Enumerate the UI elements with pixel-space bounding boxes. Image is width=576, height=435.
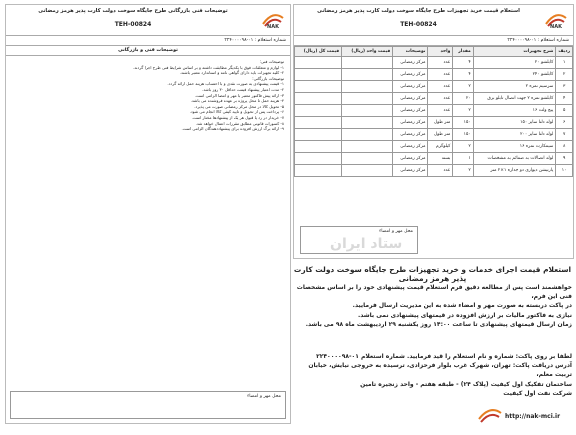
cell-qty: ۱ xyxy=(453,153,473,165)
footer-url-link[interactable]: http://nak-mci.ir xyxy=(505,413,561,420)
cell-empty xyxy=(342,117,393,129)
cell-empty xyxy=(295,105,342,117)
cell-unit: متر طول xyxy=(428,129,453,141)
cell-n: ۳ xyxy=(556,81,573,93)
cell-desc: لوله اتصالات به ضمائم به مشخصات xyxy=(473,153,556,165)
cell-empty xyxy=(295,93,342,105)
column-header: مقدار xyxy=(453,47,473,57)
cell-note: مرکز رمضانی xyxy=(393,57,428,69)
cell-n: ۲ xyxy=(556,69,573,81)
announcement-address xyxy=(293,352,572,398)
table-row xyxy=(295,165,573,177)
note-line: ۳- ارائه پیش فاکتور معتبر با مهر و امضا الزامی است. xyxy=(194,92,284,98)
notes-list xyxy=(6,56,290,135)
column-header: قیمت کل (ریال) xyxy=(295,47,342,57)
cell-n: ۷ xyxy=(556,129,573,141)
table-row xyxy=(295,69,573,81)
announcement-body xyxy=(293,283,572,329)
technical-header xyxy=(6,5,290,36)
note-line: ۸- کسورات قانونی مطابق مقررات اعمال خواهد شد. xyxy=(195,120,284,126)
footer-logo-icon xyxy=(476,404,504,426)
note-line: ۷- خریدار در رد یا قبول هر یک از پیشنهادها مختار است. xyxy=(191,114,284,120)
cell-empty xyxy=(342,81,393,93)
body-line: خواهشمند است پس از مطالعه دقیق فرم استعلام قیمت پیشنهادی خود را بر اساس مشخصات فنی این فرم، xyxy=(296,284,572,301)
cell-n: ۹ xyxy=(556,153,573,165)
stamp-label: محل مهر و امضاء xyxy=(247,394,281,399)
inquiry-code: TEH-00824 xyxy=(400,21,437,28)
column-header: قیمت واحد (ریال) xyxy=(342,47,393,57)
cell-empty xyxy=(342,153,393,165)
cell-n: ۸ xyxy=(556,141,573,153)
technical-sheet xyxy=(5,4,291,424)
cell-desc: پارتیشن دیواری دو جداره ۱×۲ متر xyxy=(473,165,556,177)
table-row xyxy=(295,81,573,93)
table-row xyxy=(295,129,573,141)
cell-qty: ۴ xyxy=(453,69,473,81)
cell-empty xyxy=(342,165,393,177)
note-line: ۲- مدت اعتبار پیشنهاد قیمت حداقل ۳۰ روز باشد. xyxy=(202,86,284,92)
column-header: واحد xyxy=(428,47,453,57)
cell-n: ۶ xyxy=(556,117,573,129)
table-row xyxy=(295,105,573,117)
note-line: ۵- تحویل کالا در محل مرکز رمضانی صورت می پذیرد. xyxy=(194,103,284,109)
column-header: شرح تجهیزات xyxy=(473,47,556,57)
note-line: توضیحات بازرگانی: xyxy=(252,75,284,81)
cell-empty xyxy=(295,117,342,129)
cell-empty xyxy=(295,69,342,81)
cell-desc: کابلشو ۲۰ xyxy=(473,57,556,69)
note-line: ۹- ارائه برگ ارزش افزوده برای پیشنهاددهندگان الزامی است. xyxy=(181,126,284,132)
cell-unit: عدد xyxy=(428,81,453,93)
cell-note: مرکز رمضانی xyxy=(393,141,428,153)
cell-empty xyxy=(342,105,393,117)
seal-label: محل مهر و امضاء xyxy=(379,229,413,234)
cell-empty xyxy=(295,129,342,141)
cell-qty: ۲ xyxy=(453,141,473,153)
note-line: ۶- پرداخت پس از تحویل و تایید کیفی کالا انجام می شود. xyxy=(189,109,284,115)
cell-note: مرکز رمضانی xyxy=(393,165,428,177)
cell-empty xyxy=(295,165,342,177)
address-line: شرکت نفت اول کیفیت xyxy=(503,389,572,397)
table-row xyxy=(295,141,573,153)
cell-empty xyxy=(295,141,342,153)
cell-note: مرکز رمضانی xyxy=(393,105,428,117)
body-line: نیازی به فاکتور مالیات بر ارزش افزوده در قیمتهای پیشنهادی نمی باشد. xyxy=(357,311,572,319)
cell-unit: عدد xyxy=(428,165,453,177)
stamp-box xyxy=(10,391,286,419)
cell-qty: ۲ xyxy=(453,105,473,117)
column-header: ردیف xyxy=(556,47,573,57)
cell-desc: لوله دلتا سایز ۲۰۰ xyxy=(473,129,556,141)
cell-qty: ۲ xyxy=(453,165,473,177)
cell-desc: سرسیم نمره ۲ xyxy=(473,81,556,93)
cell-desc: سیمکارت نمره ۱۶ xyxy=(473,141,556,153)
cell-empty xyxy=(342,141,393,153)
cell-unit: عدد xyxy=(428,69,453,81)
note-line: ۱- لوازم و متعلقات فوق با یکدیگر مطابقت داشته و بر اساس شرایط فنی طرح اجرا گردند. xyxy=(132,64,284,70)
cell-n: ۱ xyxy=(556,57,573,69)
note-line: ۲- کلیه تجهیزات باید دارای گواهی نامه و استاندارد معتبر باشند. xyxy=(179,70,284,76)
note-line: ۴- هزینه حمل تا محل پروژه بر عهده فروشنده می باشد. xyxy=(190,98,284,104)
body-line: زمان ارسال قیمتهای پیشنهادی تا ساعت ۱۴:۰۰ روز یکشنبه ۲۹ اردیبهشت ماه ۹۸ می باشد. xyxy=(305,320,572,328)
cell-qty: ۱۵۰ xyxy=(453,117,473,129)
cell-empty xyxy=(295,81,342,93)
cell-qty: ۴ xyxy=(453,57,473,69)
table-row xyxy=(295,117,573,129)
cell-unit: کیلوگرم xyxy=(428,141,453,153)
cell-note: مرکز رمضانی xyxy=(393,117,428,129)
cell-n: ۱۰ xyxy=(556,165,573,177)
note-line: ۱- قیمت پیشنهادی به صورت نقدی و با احتساب هزینه حمل ارائه گردد. xyxy=(167,81,284,87)
cell-empty xyxy=(342,57,393,69)
cell-empty xyxy=(342,129,393,141)
technical-code: TEH-00824 xyxy=(114,21,152,28)
cell-unit: بسته xyxy=(428,153,453,165)
cell-n: ۴ xyxy=(556,93,573,105)
section-title: توضیحات فنی و بازرگانی xyxy=(6,46,290,56)
cell-desc: پیچ ولت ۱۶ xyxy=(473,105,556,117)
column-header: توضیحات xyxy=(393,47,428,57)
inquiry-sheet xyxy=(293,4,574,259)
body-line: در پاکت دربسته به صورت مهر و امضاء شده به این مدیریت ارسال فرمایید. xyxy=(352,302,572,310)
cell-note: مرکز رمضانی xyxy=(393,129,428,141)
cell-n: ۵ xyxy=(556,105,573,117)
technical-title: توضیحات فنی بازرگانی طرح جایگاه سوخت دولت کارت پذیر هرمز رمضانی xyxy=(38,8,228,14)
cell-note: مرکز رمضانی xyxy=(393,153,428,165)
cell-unit: عدد xyxy=(428,93,453,105)
note-line: توضیحات فنی: xyxy=(259,59,284,64)
inquiry-title: استعلام قیمت خرید تجهیزات طرح جایگاه سوخت دولت کارت پذیر هرمز رمضانی xyxy=(317,8,520,14)
cell-note: مرکز رمضانی xyxy=(393,93,428,105)
logo-text: NAK xyxy=(267,24,279,30)
technical-inquiry-number: شماره استعلام : ۰۱-۲۲۴۰۰۰۰۹۸ xyxy=(6,36,290,46)
inquiry-header xyxy=(294,5,573,36)
cell-desc: کابلشو ۲۴۰ xyxy=(473,69,556,81)
logo-text: NAK xyxy=(550,24,562,30)
address-line: لطفا بر روی پاکت: شماره و نام استعلام را قید فرمایید. شماره استعلام ۰۱-۲۲۴۰۰۰۰۹۸ xyxy=(316,353,572,360)
cell-unit: عدد xyxy=(428,57,453,69)
cell-empty xyxy=(295,57,342,69)
cell-empty xyxy=(295,153,342,165)
address-line: ساختمان تفکیک اول کیفیت (پلاک ۲۴) - طبقه هفتم - واحد زنجیره تامین xyxy=(360,380,572,388)
announcement-title: استعلام قیمت اجرای خدمات و خرید تجهیزات طرح جایگاه سوخت دولت کارت پذیر هرمز رمضانی xyxy=(293,265,572,283)
table-header-row xyxy=(295,47,573,57)
cell-desc: کابلشو نمره ۲ جهت اتصال تابلو برق xyxy=(473,93,556,105)
address-line: آدرس دریافت پاکت: تهران، شهرک غرب بلوار فرحزادی، ترسیده به خروجی نیایش، خیابان تربیت معلم، xyxy=(308,362,572,379)
cell-empty xyxy=(342,69,393,81)
cell-empty xyxy=(342,93,393,105)
cell-note: مرکز رمضانی xyxy=(393,69,428,81)
cell-qty: ۱۵۰ xyxy=(453,129,473,141)
table-row xyxy=(295,153,573,165)
cell-qty: ۲ xyxy=(453,81,473,93)
equipment-table xyxy=(294,46,573,177)
table-row xyxy=(295,93,573,105)
inquiry-number: شماره استعلام : ۰۱-۲۲۴۰۰۰۰۹۸ xyxy=(294,36,573,46)
cell-note: مرکز رمضانی xyxy=(393,81,428,93)
cell-desc: لوله دلتا سایز ۱۵۰ xyxy=(473,117,556,129)
cell-unit: عدد xyxy=(428,105,453,117)
watermark: ستاد ایران xyxy=(330,236,403,252)
table-row xyxy=(295,57,573,69)
table-body xyxy=(295,57,573,177)
cell-qty: ۲۰ xyxy=(453,93,473,105)
cell-unit: متر طول xyxy=(428,117,453,129)
